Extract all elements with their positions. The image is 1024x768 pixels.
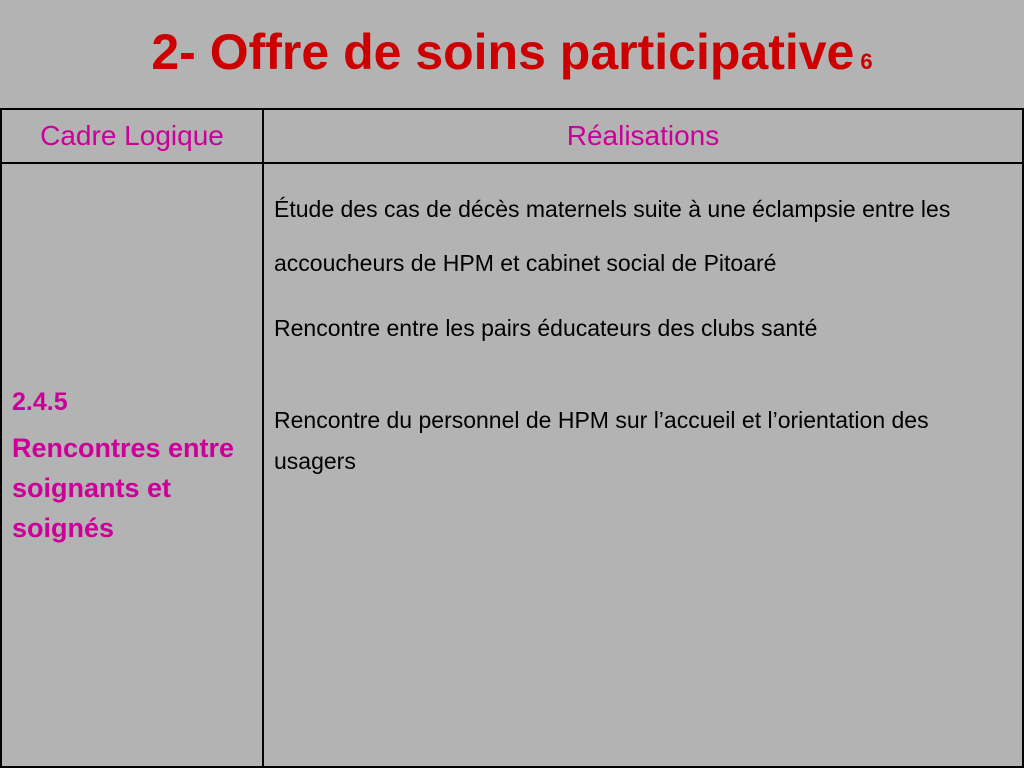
- achievement-item: Rencontre du personnel de HPM sur l’accueil et l’orientation des usagers: [274, 407, 929, 474]
- framework-label: Rencontres entre soignants et soignés: [12, 433, 235, 543]
- page-title: [0, 22, 1024, 92]
- framework-code: 2.4.5: [12, 388, 68, 416]
- slide-number: 6: [860, 49, 873, 74]
- table-header-row: [1, 109, 1023, 163]
- achievement-item: Étude des cas de décès maternels suite à une éclampsie entre les accoucheurs de HPM et cabinet social de Pitoaré: [274, 196, 951, 276]
- header-cadre-logique: Cadre Logique: [1, 109, 263, 163]
- framework-cell: [1, 163, 263, 767]
- achievement-item: Rencontre entre les pairs éducateurs des clubs santé: [274, 315, 818, 341]
- logical-framework-table: [0, 108, 1024, 768]
- table-row: [1, 163, 1023, 767]
- achievements-cell: [263, 163, 1023, 767]
- header-realisations: Réalisations: [263, 109, 1023, 163]
- title-text: 2- Offre de soins participative: [151, 24, 855, 80]
